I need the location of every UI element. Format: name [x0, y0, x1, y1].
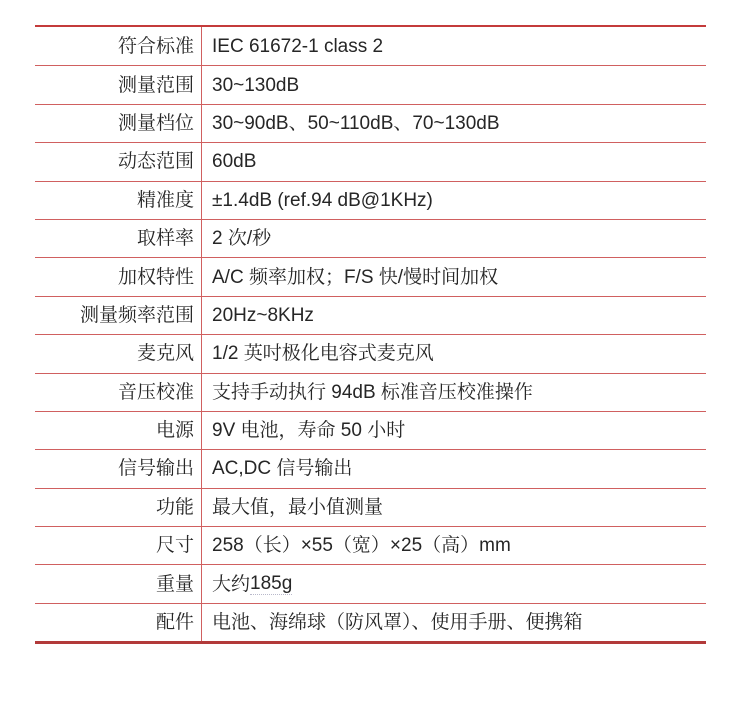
table-row [35, 449, 706, 487]
table-row [35, 488, 706, 526]
spec-label: 精准度 [136, 189, 194, 211]
spec-value-underlined-text: 185g [250, 572, 293, 594]
table-row [35, 104, 706, 142]
spec-label: 信号输出 [117, 458, 194, 480]
spec-label: 测量档位 [117, 112, 194, 134]
spec-value: 支持手动执行 94dB 标准音压校准操作 [201, 374, 706, 411]
spec-value: 20Hz~8KHz [201, 297, 706, 334]
spec-table [35, 25, 706, 644]
table-row [35, 257, 706, 295]
spec-value: ±1.4dB (ref.94 dB@1KHz) [201, 182, 706, 219]
spec-value: 电池、海绵球（防风罩）、使用手册、便携箱 [201, 604, 706, 641]
spec-label: 尺寸 [155, 535, 194, 557]
spec-label: 符合标准 [117, 35, 194, 57]
spec-value [201, 565, 706, 602]
table-row [35, 142, 706, 180]
table-row [35, 296, 706, 334]
spec-value: AC,DC 信号输出 [201, 450, 706, 487]
spec-value: 60dB [201, 143, 706, 180]
table-row [35, 603, 706, 641]
table-row [35, 181, 706, 219]
spec-value: IEC 61672-1 class 2 [201, 27, 706, 65]
table-row [35, 373, 706, 411]
spec-value: 30~90dB、50~110dB、70~130dB [201, 105, 706, 142]
spec-value: 最大值，最小值测量 [201, 489, 706, 526]
table-row [35, 411, 706, 449]
spec-label: 动态范围 [117, 151, 194, 173]
table-row [35, 27, 706, 65]
table-row [35, 526, 706, 564]
table-row [35, 564, 706, 602]
table-row [35, 334, 706, 372]
spec-value: 30~130dB [201, 66, 706, 103]
spec-value: 1/2 英吋极化电容式麦克风 [201, 335, 706, 372]
spec-label: 电源 [155, 420, 194, 442]
table-row [35, 65, 706, 103]
spec-label: 功能 [155, 496, 194, 518]
spec-label: 加权特性 [117, 266, 194, 288]
spec-label: 重量 [155, 573, 194, 595]
spec-label: 测量频率范围 [79, 304, 194, 326]
spec-label: 配件 [155, 612, 194, 634]
spec-value: 258（长）×55（宽）×25（高）mm [201, 527, 706, 564]
table-row [35, 219, 706, 257]
spec-label: 测量范围 [117, 74, 194, 96]
spec-label: 取样率 [136, 228, 194, 250]
spec-value: 9V 电池，寿命 50 小时 [201, 412, 706, 449]
spec-label: 音压校准 [117, 381, 194, 403]
spec-value: 2 次/秒 [201, 220, 706, 257]
spec-label: 麦克风 [136, 343, 194, 365]
spec-value-text: 大约 [212, 573, 251, 595]
spec-value: A/C 频率加权；F/S 快/慢时间加权 [201, 258, 706, 295]
